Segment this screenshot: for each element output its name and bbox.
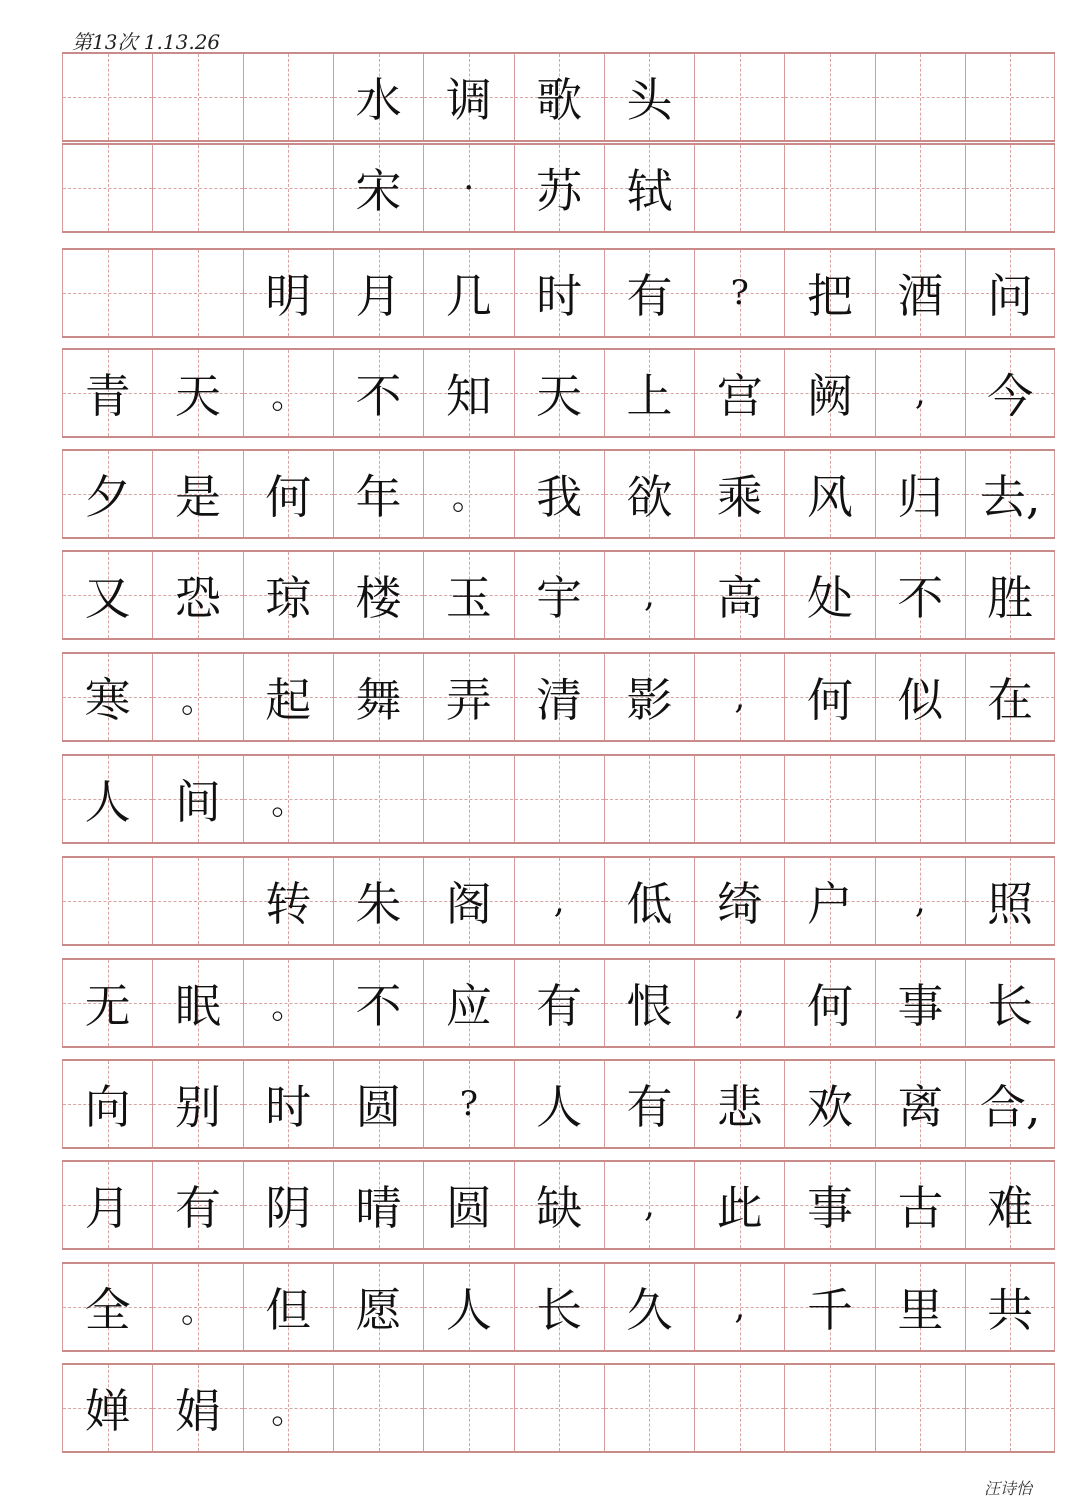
handwritten-character: 合,: [979, 1080, 1041, 1134]
grid-cell: [784, 960, 874, 1046]
handwritten-character: 人: [84, 775, 131, 829]
grid-cell: [784, 350, 874, 436]
grid-cell: [333, 250, 423, 336]
handwritten-character: 处: [807, 571, 854, 625]
handwritten-character: 风: [807, 470, 854, 524]
handwritten-character: ,: [914, 373, 926, 413]
grid-row: [62, 856, 1055, 946]
grid-cell: [243, 858, 333, 944]
handwritten-character: 缺: [536, 1181, 583, 1235]
grid-cell: [514, 1162, 604, 1248]
grid-cell: [243, 1365, 333, 1451]
grid-cell: [965, 552, 1055, 638]
handwritten-character: 圆: [445, 1181, 492, 1235]
grid-cell: [62, 250, 152, 336]
grid-cell: [514, 54, 604, 140]
handwritten-character: 乘: [716, 470, 763, 524]
grid-cell: [423, 1162, 513, 1248]
grid-cell: [875, 54, 965, 140]
grid-cell: [784, 54, 874, 140]
handwritten-character: 琼: [265, 571, 312, 625]
handwritten-character: ·: [463, 168, 475, 208]
handwritten-character: ,: [914, 881, 926, 921]
handwritten-character: 苏: [536, 164, 583, 218]
grid-cell: [694, 250, 784, 336]
grid-cell: [694, 552, 784, 638]
grid-cell: [875, 350, 965, 436]
grid-cell: [965, 451, 1055, 537]
handwritten-character: 何: [807, 673, 854, 727]
grid-cell: [694, 756, 784, 842]
grid-cell: [965, 54, 1055, 140]
grid-cell: [514, 1264, 604, 1350]
grid-row: [62, 449, 1055, 539]
grid-cell: [694, 1162, 784, 1248]
grid-cell: [62, 1365, 152, 1451]
grid-cell: [965, 350, 1055, 436]
handwritten-character: 归: [897, 470, 944, 524]
handwritten-character: ,: [553, 881, 565, 921]
handwritten-character: 事: [897, 979, 944, 1033]
grid-cell: [694, 1264, 784, 1350]
grid-cell: [333, 552, 423, 638]
handwritten-character: 宇: [536, 571, 583, 625]
grid-cell: [333, 1061, 423, 1147]
grid-cell: [514, 552, 604, 638]
grid-cell: [694, 451, 784, 537]
handwritten-character: 照: [987, 877, 1034, 931]
grid-cell: [62, 1162, 152, 1248]
handwritten-character: 欲: [626, 470, 673, 524]
grid-cell: [423, 960, 513, 1046]
grid-row: [62, 248, 1055, 338]
grid-cell: [333, 960, 423, 1046]
handwritten-character: 有: [626, 269, 673, 323]
grid-cell: [604, 858, 694, 944]
handwritten-character: 宋: [355, 164, 402, 218]
grid-cell: [62, 552, 152, 638]
grid-cell: [875, 960, 965, 1046]
grid-cell: [965, 654, 1055, 740]
handwritten-character: ,: [644, 1185, 655, 1225]
handwritten-character: 何: [807, 979, 854, 1033]
handwritten-character: 眠: [174, 979, 221, 1033]
grid-cell: [875, 654, 965, 740]
grid-cell: [243, 552, 333, 638]
grid-cell: [965, 145, 1055, 231]
grid-cell: [875, 1264, 965, 1350]
grid-row: [62, 1059, 1055, 1149]
grid-cell: [243, 1061, 333, 1147]
handwritten-character: ,: [644, 575, 655, 615]
grid-cell: [694, 654, 784, 740]
handwritten-character: 婵: [84, 1384, 131, 1438]
grid-cell: [514, 960, 604, 1046]
grid-row: [62, 958, 1055, 1048]
grid-cell: [784, 654, 874, 740]
grid-cell: [152, 756, 242, 842]
grid-cell: [62, 1061, 152, 1147]
handwritten-character: 低: [626, 877, 673, 931]
handwritten-character: 有: [174, 1181, 221, 1235]
grid-cell: [694, 145, 784, 231]
handwritten-character: 似: [897, 673, 944, 727]
handwritten-character: 难: [987, 1181, 1034, 1235]
handwritten-character: 有: [626, 1080, 673, 1134]
grid-cell: [423, 451, 513, 537]
handwritten-character: 又: [84, 571, 131, 625]
handwritten-character: ,: [734, 983, 746, 1023]
grid-cell: [243, 1162, 333, 1248]
grid-cell: [604, 1162, 694, 1248]
handwritten-character: 别: [174, 1080, 221, 1134]
handwritten-character: 不: [355, 979, 402, 1033]
grid-cell: [243, 654, 333, 740]
handwritten-character: 有: [536, 979, 583, 1033]
grid-cell: [152, 451, 242, 537]
grid-cell: [604, 1061, 694, 1147]
handwritten-character: 此: [716, 1181, 763, 1235]
grid-cell: [514, 145, 604, 231]
handwritten-character: 时: [536, 269, 583, 323]
grid-cell: [875, 858, 965, 944]
handwritten-character: 恨: [626, 979, 673, 1033]
grid-cell: [875, 1061, 965, 1147]
grid-cell: [875, 1365, 965, 1451]
grid-cell: [243, 1264, 333, 1350]
handwritten-character: 悲: [716, 1080, 763, 1134]
handwritten-character: 恐: [174, 571, 221, 625]
handwritten-character: 欢: [807, 1080, 854, 1134]
grid-cell: [784, 1365, 874, 1451]
grid-cell: [152, 1061, 242, 1147]
handwritten-character: ?: [459, 1084, 478, 1124]
grid-row: [62, 1160, 1055, 1250]
grid-cell: [514, 250, 604, 336]
handwritten-character: 我: [536, 470, 583, 524]
handwritten-character: 几: [445, 269, 492, 323]
grid-cell: [423, 350, 513, 436]
grid-cell: [62, 858, 152, 944]
grid-cell: [423, 1264, 513, 1350]
grid-cell: [152, 145, 242, 231]
grid-cell: [784, 1162, 874, 1248]
grid-cell: [784, 858, 874, 944]
grid-cell: [604, 1264, 694, 1350]
handwritten-character: 头: [626, 73, 673, 127]
grid-cell: [514, 350, 604, 436]
handwritten-character: 晴: [355, 1181, 402, 1235]
handwritten-character: 何: [265, 470, 312, 524]
grid-row: [62, 52, 1055, 142]
grid-cell: [965, 1162, 1055, 1248]
handwritten-character: 全: [84, 1283, 131, 1337]
handwritten-character: 人: [445, 1283, 492, 1337]
handwritten-character: 酒: [897, 269, 944, 323]
grid-cell: [694, 1365, 784, 1451]
handwritten-character: 问: [987, 269, 1034, 323]
grid-cell: [152, 654, 242, 740]
grid-cell: [604, 654, 694, 740]
handwritten-character: 弄: [445, 673, 492, 727]
grid-cell: [514, 858, 604, 944]
handwritten-character: 月: [355, 269, 402, 323]
grid-cell: [243, 756, 333, 842]
handwritten-character: 胜: [987, 571, 1034, 625]
grid-cell: [604, 350, 694, 436]
handwritten-character: 千: [807, 1283, 854, 1337]
header-note: 第13次 1.13.26: [72, 30, 221, 54]
grid-cell: [604, 451, 694, 537]
grid-cell: [152, 858, 242, 944]
grid-cell: [333, 654, 423, 740]
handwritten-character: 户: [807, 877, 854, 931]
handwritten-character: 知: [445, 369, 492, 423]
grid-cell: [875, 756, 965, 842]
handwritten-character: 长: [536, 1283, 583, 1337]
grid-cell: [152, 350, 242, 436]
grid-cell: [875, 250, 965, 336]
grid-row: [62, 1363, 1055, 1453]
grid-row: [62, 550, 1055, 640]
handwritten-character: 今: [987, 369, 1034, 423]
handwritten-character: 调: [445, 73, 492, 127]
grid-cell: [423, 756, 513, 842]
grid-cell: [604, 54, 694, 140]
handwritten-character: 天: [174, 369, 221, 423]
handwritten-character: 轼: [626, 164, 673, 218]
grid-cell: [423, 654, 513, 740]
handwritten-character: 娟: [174, 1384, 221, 1438]
handwritten-character: 古: [897, 1181, 944, 1235]
grid-cell: [333, 451, 423, 537]
grid-row: [62, 143, 1055, 233]
grid-cell: [604, 1365, 694, 1451]
handwritten-character: 清: [536, 673, 583, 727]
grid-cell: [243, 250, 333, 336]
grid-cell: [152, 54, 242, 140]
grid-cell: [784, 552, 874, 638]
grid-cell: [152, 1365, 242, 1451]
handwritten-character: 明: [265, 269, 312, 323]
grid-cell: [423, 54, 513, 140]
handwritten-character: 上: [626, 369, 673, 423]
grid-cell: [694, 350, 784, 436]
handwritten-character: ?: [730, 273, 749, 313]
grid-cell: [694, 858, 784, 944]
handwritten-character: 在: [987, 673, 1034, 727]
handwritten-character: 青: [84, 369, 131, 423]
grid-cell: [333, 1365, 423, 1451]
handwritten-character: 。: [271, 782, 306, 823]
handwritten-character: 寒: [84, 673, 131, 727]
handwritten-character: 离: [897, 1080, 944, 1134]
handwritten-character: 月: [84, 1181, 131, 1235]
grid-cell: [152, 552, 242, 638]
grid-cell: [694, 960, 784, 1046]
grid-cell: [965, 1264, 1055, 1350]
grid-row: [62, 652, 1055, 742]
grid-cell: [965, 960, 1055, 1046]
handwritten-character: 朱: [355, 877, 402, 931]
handwritten-character: 高: [716, 571, 763, 625]
handwritten-character: 宫: [716, 369, 763, 423]
handwritten-character: ,: [734, 1287, 746, 1327]
grid-cell: [965, 1365, 1055, 1451]
grid-cell: [423, 1365, 513, 1451]
grid-cell: [784, 250, 874, 336]
grid-row: [62, 348, 1055, 438]
grid-cell: [514, 1365, 604, 1451]
handwritten-character: 久: [626, 1283, 673, 1337]
grid-cell: [333, 1162, 423, 1248]
grid-cell: [423, 1061, 513, 1147]
grid-cell: [604, 250, 694, 336]
handwritten-character: 应: [445, 979, 492, 1033]
grid-cell: [62, 145, 152, 231]
handwritten-character: 玉: [445, 571, 492, 625]
handwritten-character: 但: [265, 1283, 312, 1337]
handwritten-character: 夕: [84, 470, 131, 524]
grid-cell: [152, 960, 242, 1046]
handwritten-character: 歌: [536, 73, 583, 127]
handwritten-character: 。: [271, 1391, 306, 1432]
handwritten-character: 阁: [445, 877, 492, 931]
grid-row: [62, 1262, 1055, 1352]
grid-cell: [423, 145, 513, 231]
handwritten-character: 舞: [355, 673, 402, 727]
handwritten-character: 共: [987, 1283, 1034, 1337]
grid-cell: [514, 1061, 604, 1147]
handwritten-character: 圆: [355, 1080, 402, 1134]
grid-cell: [62, 756, 152, 842]
grid-cell: [604, 552, 694, 638]
grid-cell: [62, 350, 152, 436]
handwritten-character: 不: [355, 369, 402, 423]
grid-cell: [333, 350, 423, 436]
grid-cell: [965, 756, 1055, 842]
handwritten-character: 人: [536, 1080, 583, 1134]
handwritten-character: 不: [897, 571, 944, 625]
grid-cell: [875, 552, 965, 638]
grid-cell: [875, 145, 965, 231]
grid-cell: [604, 960, 694, 1046]
grid-cell: [784, 451, 874, 537]
grid-cell: [243, 350, 333, 436]
handwritten-character: ,: [734, 677, 746, 717]
signature: 汪诗怡: [984, 1479, 1033, 1498]
grid-cell: [965, 1061, 1055, 1147]
grid-cell: [784, 1061, 874, 1147]
grid-cell: [784, 1264, 874, 1350]
handwritten-character: 事: [807, 1181, 854, 1235]
grid-cell: [333, 858, 423, 944]
handwritten-character: 间: [174, 775, 221, 829]
grid-cell: [423, 250, 513, 336]
handwritten-character: 阴: [265, 1181, 312, 1235]
grid-cell: [333, 54, 423, 140]
grid-cell: [152, 250, 242, 336]
grid-cell: [875, 1162, 965, 1248]
grid-cell: [152, 1162, 242, 1248]
handwritten-character: 愿: [355, 1283, 402, 1337]
grid-cell: [62, 960, 152, 1046]
grid-row: [62, 754, 1055, 844]
handwritten-character: 水: [355, 73, 402, 127]
grid-cell: [875, 451, 965, 537]
handwritten-character: 起: [265, 673, 312, 727]
grid-cell: [243, 451, 333, 537]
grid-cell: [62, 451, 152, 537]
handwritten-character: 。: [451, 477, 486, 518]
handwritten-character: 阙: [807, 369, 854, 423]
handwritten-character: 影: [626, 673, 673, 727]
handwritten-character: 长: [987, 979, 1034, 1033]
handwritten-character: 向: [84, 1080, 131, 1134]
grid-cell: [243, 960, 333, 1046]
grid-cell: [423, 552, 513, 638]
handwritten-character: 时: [265, 1080, 312, 1134]
handwritten-character: 是: [174, 470, 221, 524]
handwritten-character: 。: [271, 986, 306, 1027]
grid-cell: [423, 858, 513, 944]
grid-cell: [784, 756, 874, 842]
grid-cell: [243, 145, 333, 231]
handwritten-character: 年: [355, 470, 402, 524]
grid-cell: [604, 756, 694, 842]
grid-cell: [152, 1264, 242, 1350]
handwritten-character: 。: [180, 1290, 215, 1331]
handwritten-character: 去,: [979, 470, 1041, 524]
grid-cell: [243, 54, 333, 140]
grid-cell: [694, 54, 784, 140]
handwritten-character: 无: [84, 979, 131, 1033]
grid-cell: [62, 654, 152, 740]
grid-cell: [333, 1264, 423, 1350]
grid-cell: [514, 654, 604, 740]
handwritten-character: 天: [536, 369, 583, 423]
grid-cell: [514, 756, 604, 842]
handwritten-character: 转: [265, 877, 312, 931]
grid-cell: [514, 451, 604, 537]
grid-cell: [333, 145, 423, 231]
grid-cell: [62, 54, 152, 140]
handwritten-character: 里: [897, 1283, 944, 1337]
grid-cell: [62, 1264, 152, 1350]
handwritten-character: 。: [180, 680, 215, 721]
grid-cell: [604, 145, 694, 231]
handwritten-character: 绮: [716, 877, 763, 931]
grid-cell: [333, 756, 423, 842]
grid-cell: [965, 250, 1055, 336]
grid-cell: [694, 1061, 784, 1147]
handwritten-character: 。: [271, 376, 306, 417]
grid-cell: [784, 145, 874, 231]
handwritten-character: 把: [807, 269, 854, 323]
grid-cell: [965, 858, 1055, 944]
handwritten-character: 楼: [355, 571, 402, 625]
